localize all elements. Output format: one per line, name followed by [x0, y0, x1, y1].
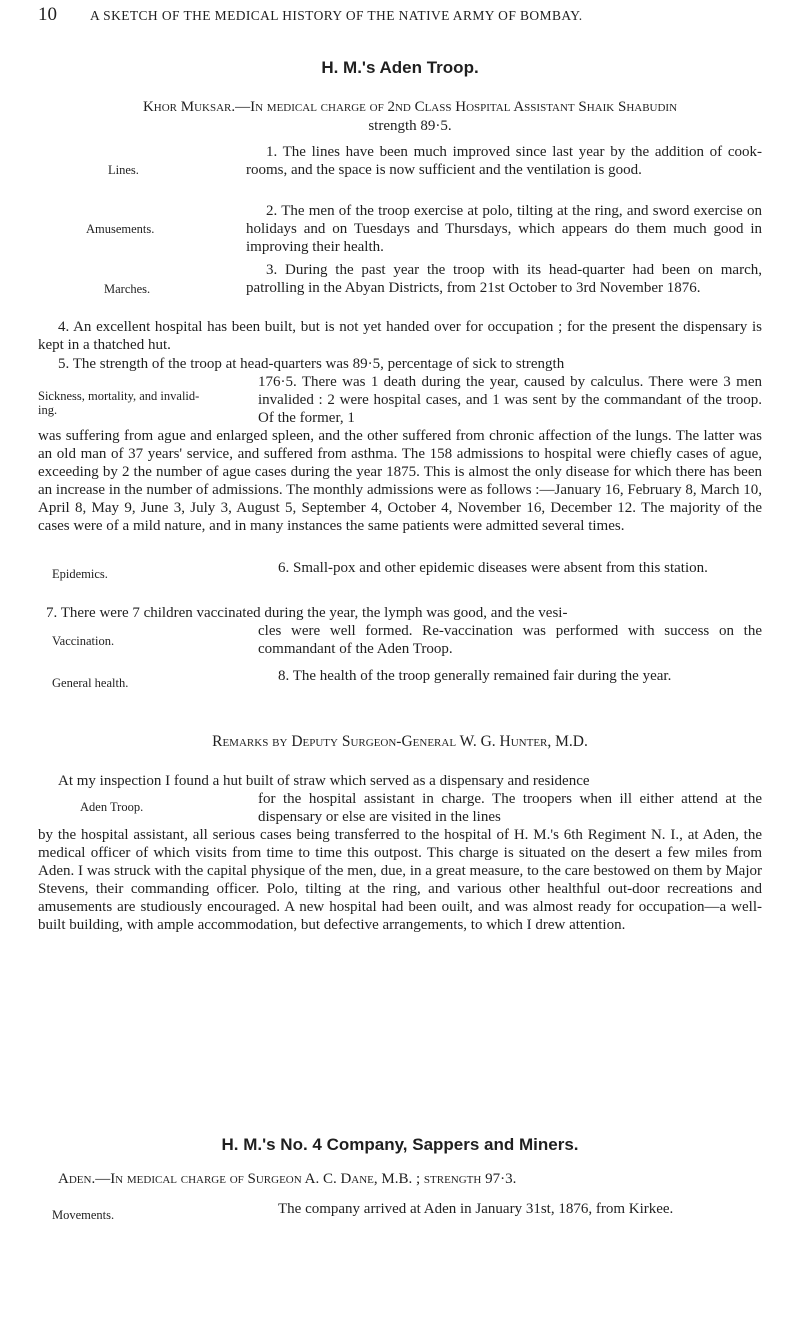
- paragraph-5-rest: was suffering from ague and enlarged spleen, and the other suffered from chronic affection of the lungs. The latter was an old man of 37 years' service, and suffered from asthma. The 158 admissions to hospital were chiefly cases of ague, exceeding by 2 the number of ague cases during the year 1875. This is almost the only disease for which there has been an increase in the number of admissions. The monthly admissions were as follows :—January 16, February 8, March 10, April 8, May 9, June 3, July 3, August 5, September 4, October 4, November 16, December 12. The majority of the cases were of a mild nature, and in many instances the same patients were admitted several times.: [38, 428, 762, 534]
- sappers-subhead: Aden.—In medical charge of Surgeon A. C. Dane, M.B. ; strength 97·3.: [58, 1171, 517, 1187]
- page-number: 10: [38, 4, 57, 25]
- margin-note-aden-troop: Aden Troop.: [80, 800, 144, 814]
- paragraph-3: 3. During the past year the troop with its head-quarter had been on march, patrolling in the Abyan Districts, from 21st October to 3rd November 1876.: [246, 262, 762, 296]
- margin-note-sickness: Sickness, mortality, and invalid-ing.: [38, 389, 200, 417]
- remarks-line-1: At my inspection I found a hut built of straw which served as a dispensary and residence: [58, 773, 590, 789]
- remarks-indented: for the hospital assistant in charge. The troopers when ill either attend at the dispensary or else are visited in the lines: [258, 791, 762, 825]
- margin-note-epidemics: Epidemics.: [52, 567, 108, 581]
- section-title-aden-troop: H. M.'s Aden Troop.: [321, 58, 479, 77]
- paragraph-1: 1. The lines have been much improved since last year by the addition of cook-rooms, and the space is now sufficient and the ventilation is good.: [246, 144, 762, 178]
- margin-note-marches: Marches.: [104, 282, 151, 296]
- paragraph-2: 2. The men of the troop exercise at polo, tilting at the ring, and sword exercise on holidays and on Tuesdays and Thursdays, which appears do them much good in improving their health.: [246, 203, 762, 255]
- paragraph-7-line-1: 7. There were 7 children vaccinated during the year, the lymph was good, and the vesi-: [46, 605, 568, 621]
- paragraph-7-rest: cles were well formed. Re-vaccination was performed with success on the commandant of the Aden Troop.: [258, 623, 762, 657]
- movements-paragraph: The company arrived at Aden in January 31st, 1876, from Kirkee.: [278, 1201, 674, 1217]
- paragraph-4: 4. An excellent hospital has been built, but is not yet handed over for occupation ; for the present the dispensary is kept in a thatched hut.: [38, 319, 762, 353]
- section-title-sappers-miners: H. M.'s No. 4 Company, Sappers and Miners.: [221, 1135, 579, 1154]
- paragraph-5-indented: 176·5. There was 1 death during the year, caused by calculus. There were 3 men invalided : 2 were hospital cases, and 1 was sent by the commandant of the troop. Of the former, 1: [258, 374, 762, 426]
- margin-note-general-health: General health.: [52, 676, 129, 690]
- remarks-rest: by the hospital assistant, all serious cases being transferred to the hospital of H. M.'s 6th Regiment N. I., at Aden, the medical officer of which visits from time to time this outpost. This charge is situated on the desert a few miles from Aden. I was struck with the capital physique of the men, due, in a great measure, to the care bestowed on them by Major Stevens, their commanding officer. Polo, tilting at the ring, and various other healthful out-door recreations and amusements are studiously encouraged. A new hospital had been ouilt, and was almost ready for occupation—a well-built building, with ample accommodation, but defective arrangements, to which I drew attention.: [38, 827, 762, 933]
- margin-note-amusements: Amusements.: [86, 222, 155, 236]
- subhead-line-2: strength 89·5.: [368, 118, 452, 134]
- paragraph-6: 6. Small-pox and other epidemic diseases were absent from this station.: [278, 560, 708, 576]
- margin-note-movements: Movements.: [52, 1208, 115, 1222]
- paragraph-5-line-1: 5. The strength of the troop at head-quarters was 89·5, percentage of sick to strength: [58, 356, 565, 372]
- margin-note-lines: Lines.: [108, 163, 139, 177]
- margin-note-vaccination: Vaccination.: [52, 634, 115, 648]
- running-header: [38, 4, 780, 26]
- running-title: A SKETCH OF THE MEDICAL HISTORY OF THE NATIVE ARMY OF BOMBAY.: [90, 8, 583, 23]
- subhead-line-1: Khor Muksar.—In medical charge of 2nd Class Hospital Assistant Shaik Shabudin: [142, 99, 678, 115]
- paragraph-8: 8. The health of the troop generally remained fair during the year.: [278, 668, 672, 684]
- remarks-heading: Remarks by Deputy Surgeon-General W. G. Hunter, M.D.: [212, 733, 588, 750]
